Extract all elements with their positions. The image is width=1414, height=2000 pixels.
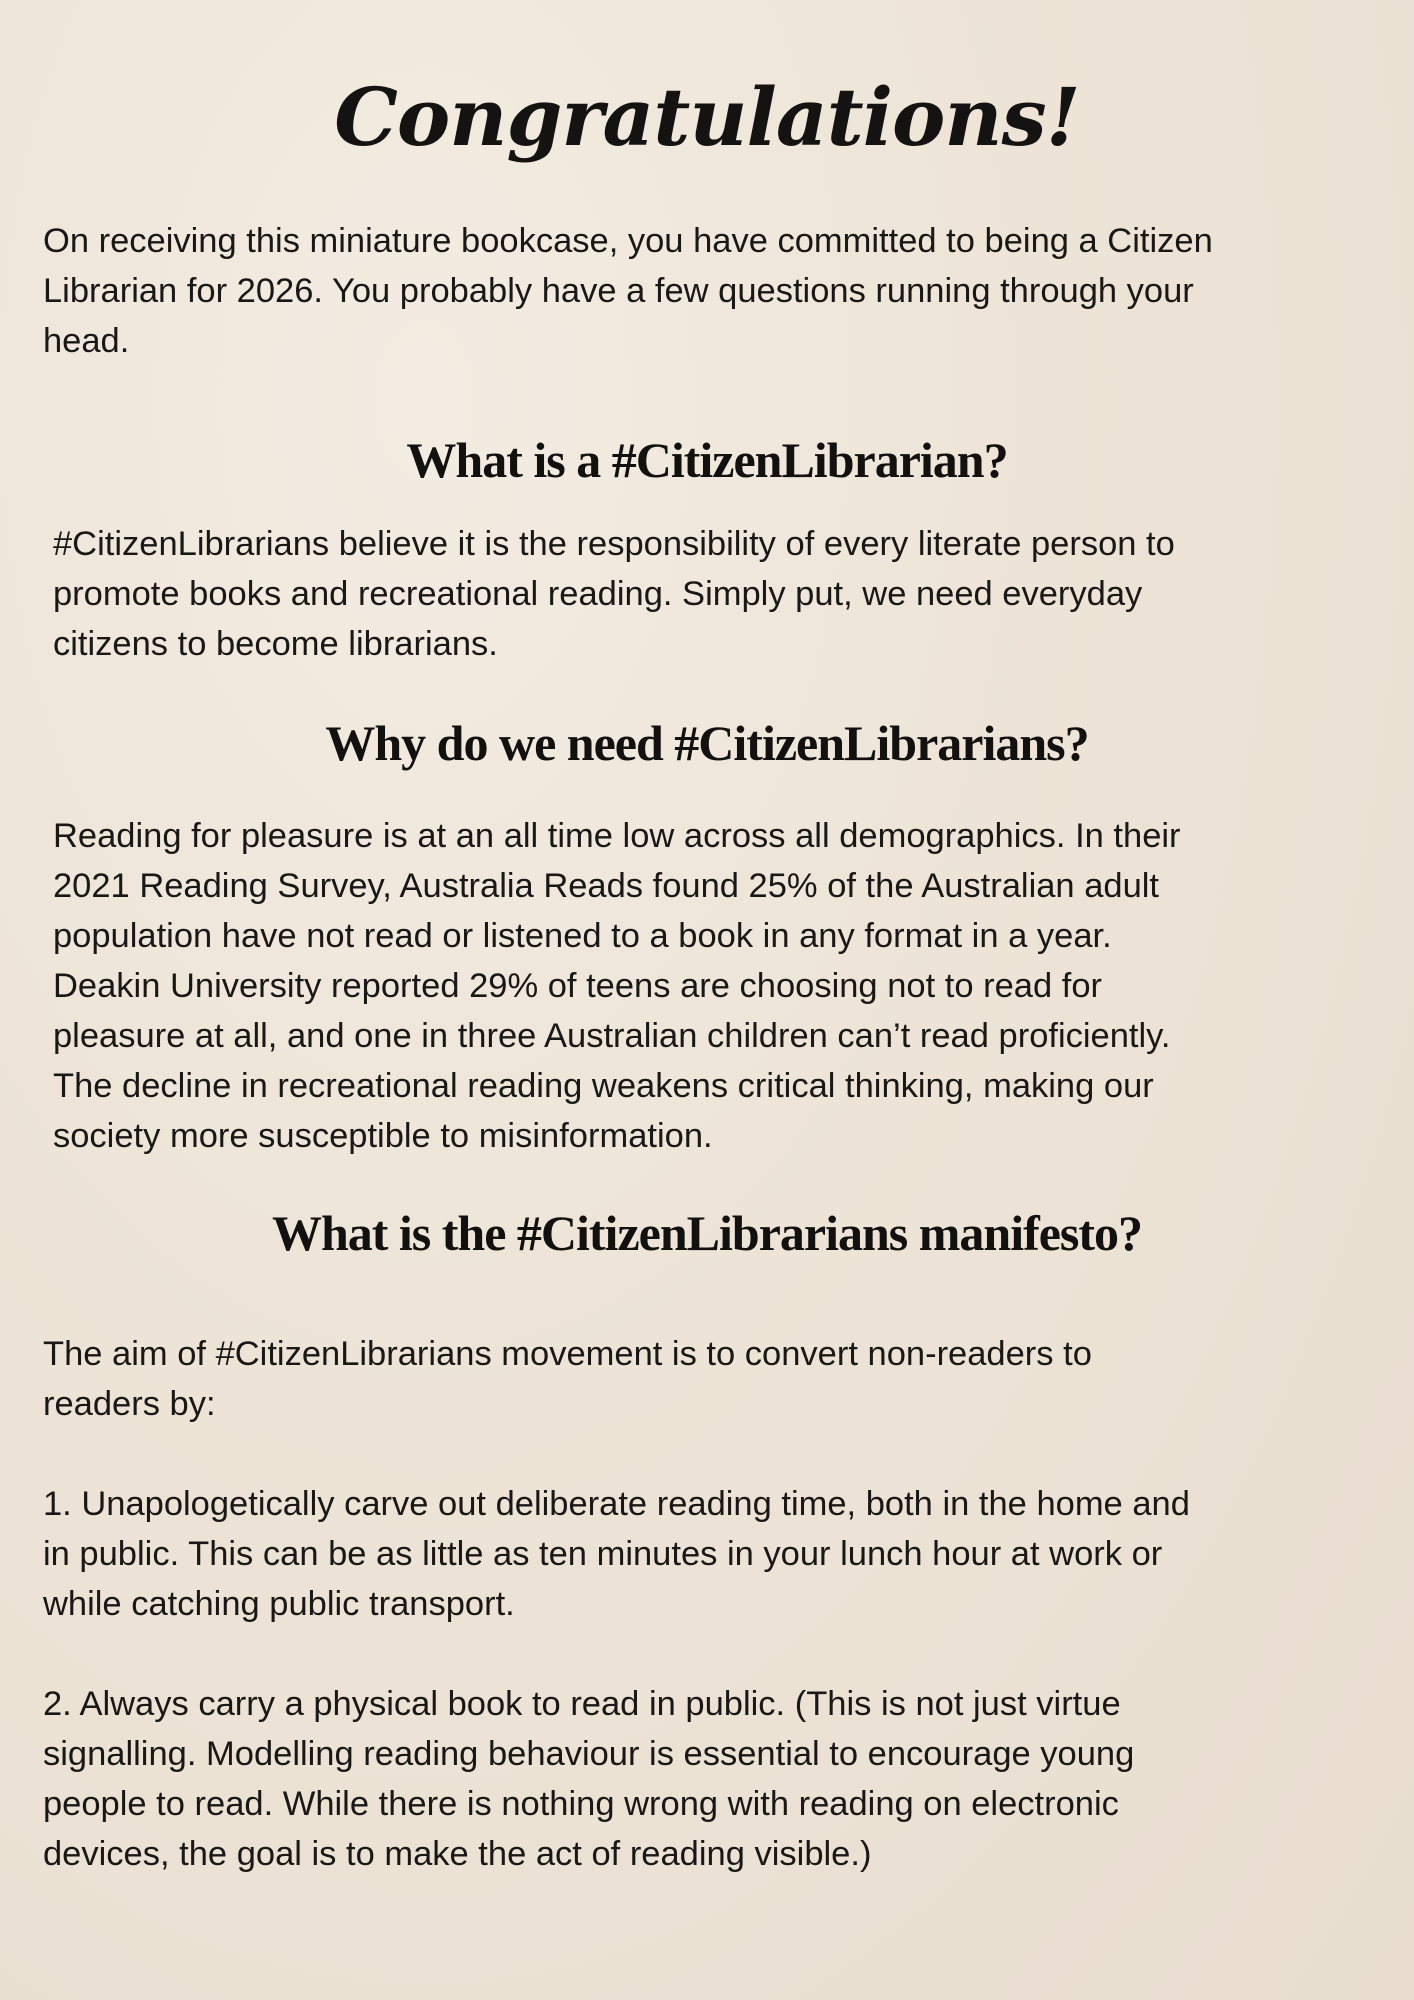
paragraph-line: readers by: (43, 1385, 216, 1423)
list-item-line: while catching public transport. (43, 1585, 515, 1623)
paragraph-line: promote books and recreational reading. Simply put, we need everyday (53, 575, 1143, 613)
section-heading-why: Why do we need #CitizenLibrarians? (325, 715, 1089, 771)
paragraph-line: population have not read or listened to a book in any format in a year. (53, 917, 1112, 955)
manifesto-aim-paragraph (43, 1329, 1092, 1429)
manifesto-item-1 (43, 1479, 1190, 1629)
paragraph-line: The aim of #CitizenLibrarians movement is to convert non-readers to (43, 1335, 1092, 1373)
list-item-line: in public. This can be as little as ten minutes in your lunch hour at work or (43, 1535, 1163, 1573)
paragraph-line: Deakin University reported 29% of teens are choosing not to read for (53, 967, 1102, 1005)
why-paragraph (53, 811, 1181, 1161)
paragraph-line: #CitizenLibrarians believe it is the responsibility of every literate person to (53, 525, 1175, 563)
list-item-line: people to read. While there is nothing wrong with reading on electronic (43, 1785, 1119, 1823)
paragraph-line: 2021 Reading Survey, Australia Reads found 25% of the Australian adult (53, 867, 1160, 905)
what-is-paragraph (53, 519, 1175, 669)
section-heading-manifesto: What is the #CitizenLibrarians manifesto? (271, 1205, 1143, 1261)
list-item-line: 2. Always carry a physical book to read in public. (This is not just virtue (43, 1685, 1121, 1723)
intro-line: On receiving this miniature bookcase, you have committed to being a Citizen (43, 222, 1213, 260)
paragraph-line: pleasure at all, and one in three Australian children can’t read proficiently. (53, 1017, 1171, 1055)
list-item-line: signalling. Modelling reading behaviour is essential to encourage young (43, 1735, 1135, 1773)
list-item-line: 1. Unapologetically carve out deliberate reading time, both in the home and (43, 1485, 1190, 1523)
paragraph-line: citizens to become librarians. (53, 625, 498, 663)
intro-line: head. (43, 322, 130, 360)
section-heading-what-is: What is a #CitizenLibrarian? (406, 432, 1008, 488)
manifesto-item-2 (43, 1679, 1134, 1879)
intro-paragraph (43, 216, 1213, 366)
paragraph-line: society more susceptible to misinformation. (53, 1117, 713, 1155)
intro-line: Librarian for 2026. You probably have a few questions running through your (43, 272, 1194, 310)
paragraph-line: The decline in recreational reading weakens critical thinking, making our (53, 1067, 1154, 1105)
page-title: Congratulations! (334, 70, 1080, 164)
paragraph-line: Reading for pleasure is at an all time low across all demographics. In their (53, 817, 1181, 855)
list-item-line: devices, the goal is to make the act of reading visible.) (43, 1835, 872, 1873)
